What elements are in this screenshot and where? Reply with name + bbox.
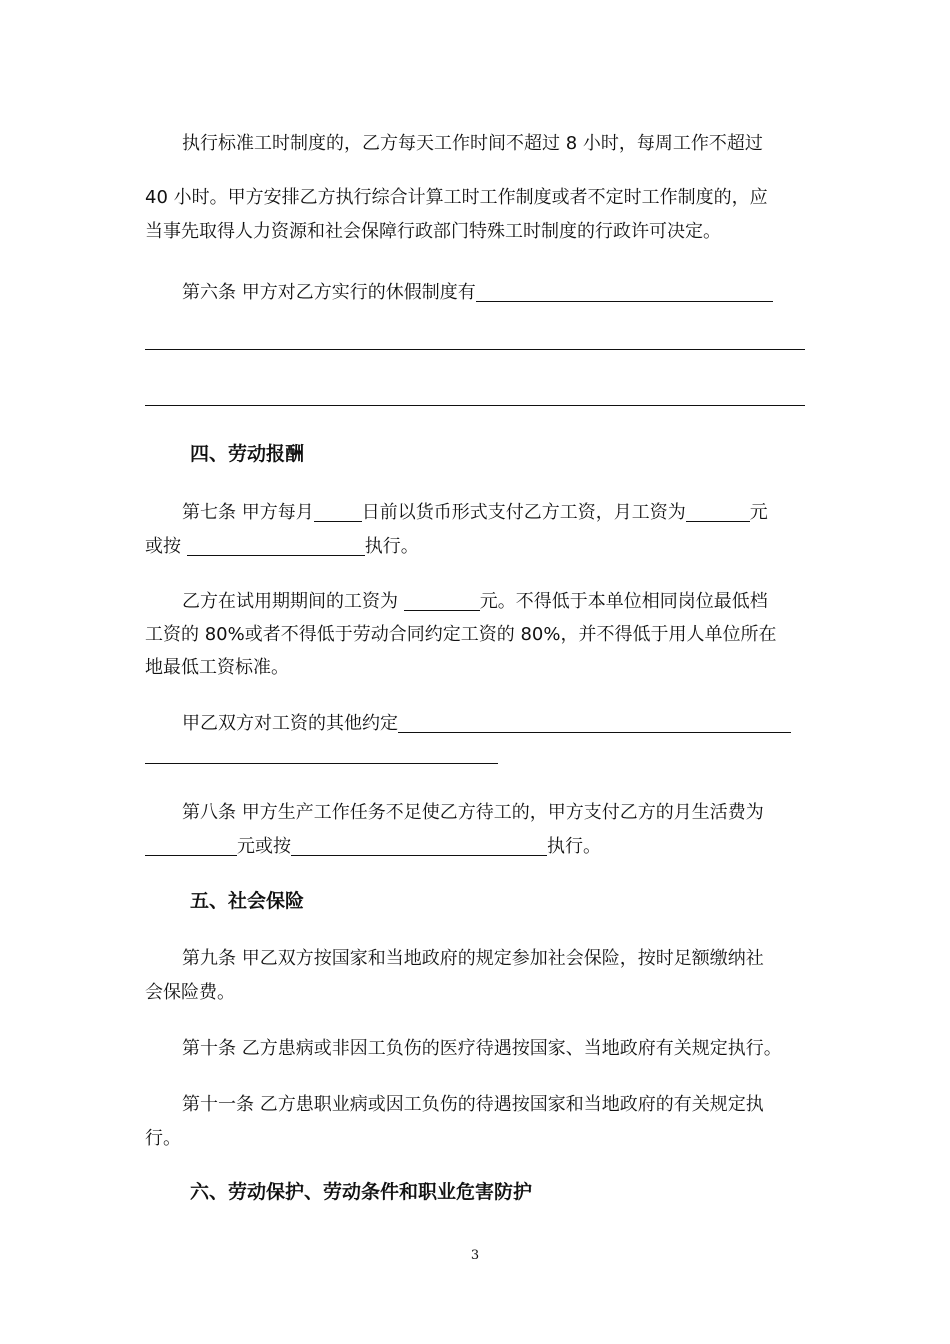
article-7-line1 — [182, 500, 768, 526]
article-7-text: 第七条 甲方每月 — [182, 502, 314, 523]
article-8-text: 执行。 — [547, 836, 601, 857]
fill-line — [145, 405, 805, 406]
paragraph-line: 会保险费。 — [145, 982, 235, 1003]
section-heading: 六、劳动保护、劳动条件和职业危害防护 — [190, 1181, 533, 1203]
page-number: 3 — [470, 1248, 480, 1263]
paragraph-line: 第十一条 乙方患职业病或因工负伤的待遇按国家和当地政府的有关规定执 — [182, 1094, 764, 1115]
paragraph-line: 40 小时。甲方安排乙方执行综合计算工时工作制度或者不定时工作制度的，应 — [145, 187, 768, 208]
other-agreement — [182, 711, 791, 737]
fill-blank — [314, 503, 362, 522]
article-7-text: 日前以货币形式支付乙方工资，月工资为 — [361, 502, 686, 523]
fill-blank — [291, 837, 547, 856]
trial-line1 — [182, 589, 768, 615]
paragraph-line: 地最低工资标准。 — [145, 657, 289, 678]
fill-blank — [476, 283, 773, 302]
trial-text: 元。不得低于本单位相同岗位最低档 — [479, 591, 768, 612]
article-8-text: 元或按 — [237, 836, 291, 857]
article-7-text: 执行。 — [364, 536, 419, 557]
other-agreement-text: 甲乙双方对工资的其他约定 — [182, 713, 398, 734]
article-8-line2 — [145, 834, 601, 860]
article-6 — [182, 280, 773, 306]
paragraph-line: 行。 — [145, 1128, 181, 1149]
paragraph-line: 第八条 甲方生产工作任务不足使乙方待工的，甲方支付乙方的月生活费为 — [182, 802, 764, 823]
article-7-line2 — [145, 534, 419, 560]
article-6-text: 第六条 甲方对乙方实行的休假制度有 — [182, 282, 476, 303]
fill-line — [145, 763, 498, 764]
paragraph-line: 第九条 甲乙双方按国家和当地政府的规定参加社会保险，按时足额缴纳社 — [182, 948, 764, 969]
trial-text: 乙方在试用期期间的工资为 — [182, 591, 398, 612]
paragraph-line: 当事先取得人力资源和社会保障行政部门特殊工时制度的行政许可决定。 — [145, 221, 721, 242]
fill-blank — [145, 837, 237, 856]
section-heading: 四、劳动报酬 — [190, 443, 305, 465]
fill-blank — [398, 714, 791, 733]
paragraph-line: 工资的 80%或者不得低于劳动合同约定工资的 80%，并不得低于用人单位所在 — [145, 624, 777, 645]
section-heading: 五、社会保险 — [190, 890, 305, 912]
article-7-text: 元 — [749, 502, 768, 523]
paragraph-line: 第十条 乙方患病或非因工负伤的医疗待遇按国家、当地政府有关规定执行。 — [182, 1038, 782, 1059]
article-7-text: 或按 — [145, 536, 181, 557]
fill-blank — [686, 503, 750, 522]
paragraph-line: 执行标准工时制度的，乙方每天工作时间不超过 8 小时，每周工作不超过 — [182, 133, 763, 154]
fill-line — [145, 349, 805, 350]
fill-blank — [404, 592, 480, 611]
fill-blank — [187, 537, 365, 556]
